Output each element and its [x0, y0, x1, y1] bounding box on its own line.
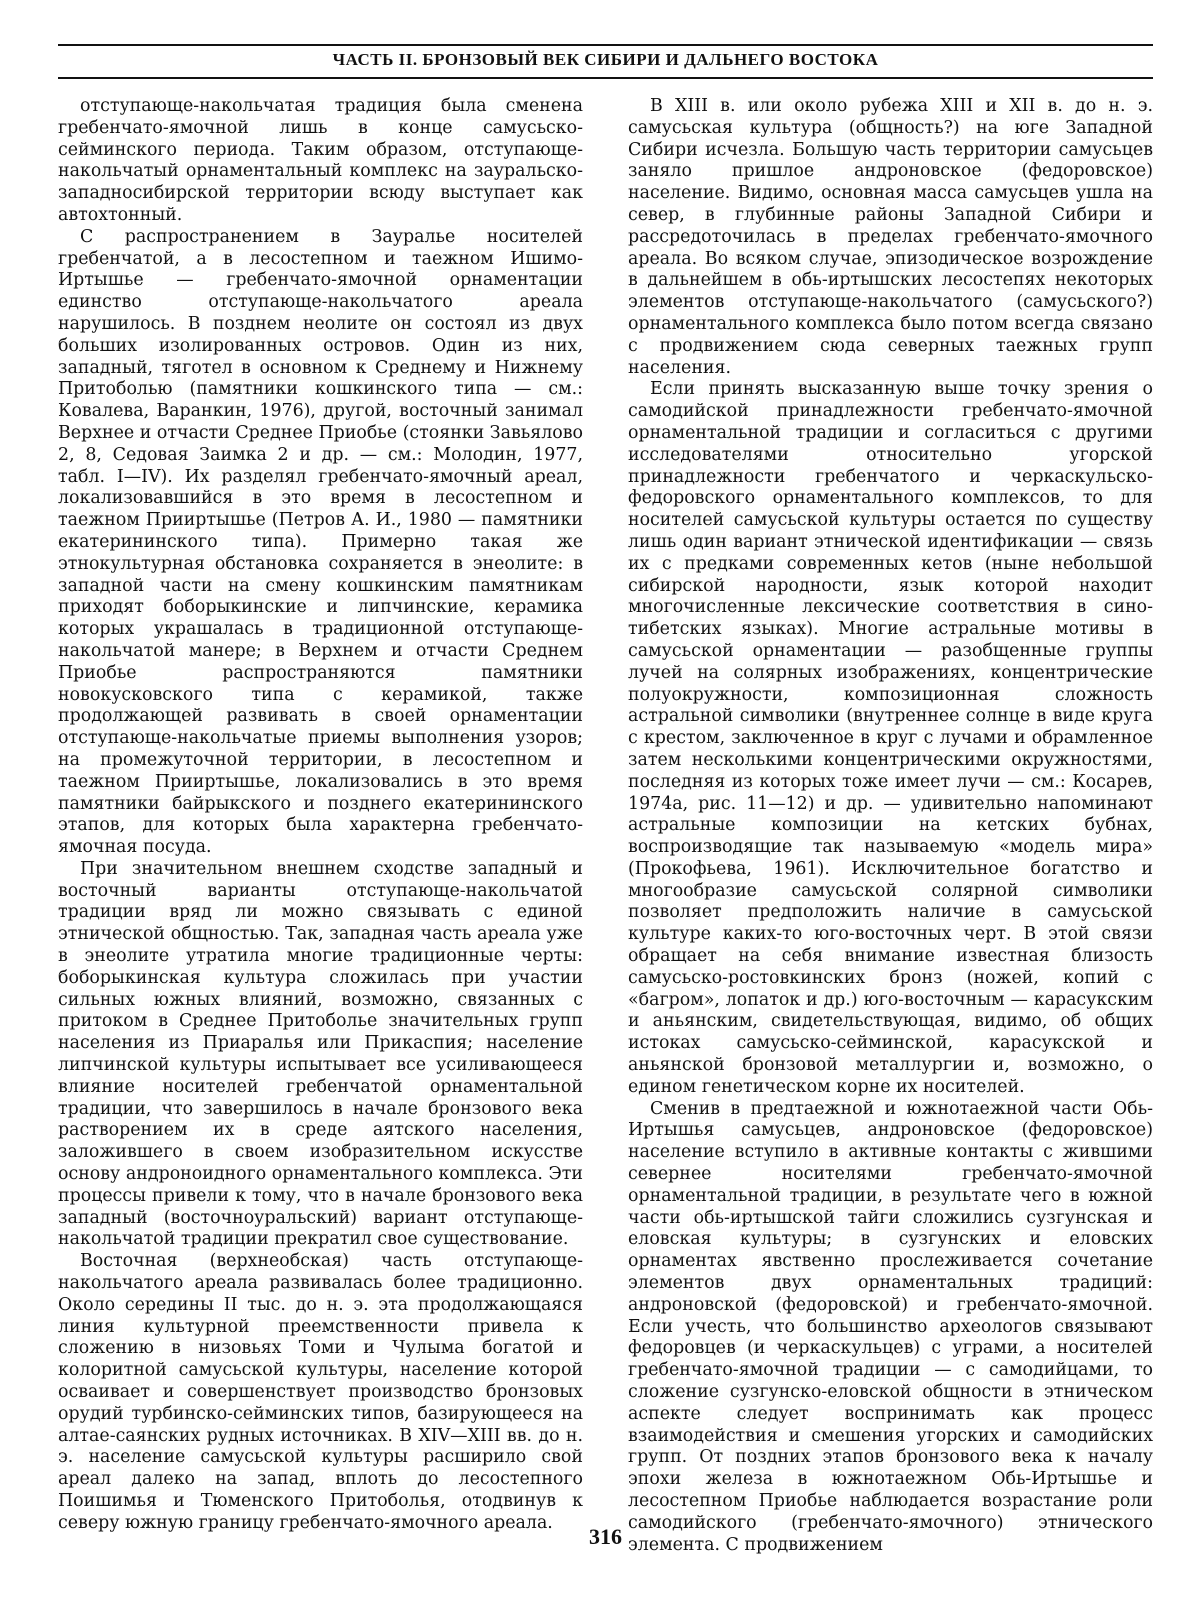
running-header: ЧАСТЬ II. БРОНЗОВЫЙ ВЕК СИБИРИ И ДАЛЬНЕГО ВОСТОКА: [332, 50, 879, 69]
left-column: [58, 96, 583, 1535]
header-rule-bottom: [58, 77, 1153, 79]
paragraph: Если принять высказанную выше точку зрения о самодийской принадлежности гребенчато-ямочной орнаментальной традиции и согласиться с другими исследователями относительно угорской принадлежности гребенчатого и черкаскульско-федоровского орнаментального комплексов, то для носителей самусьской культуры остается по существу лишь один вариант этнической идентификации — связь их с предками современных кетов (ныне небольшой сибирской народности, язык которой находит многочисленные лексические соответствия в сино-тибетских языках). Многие астральные мотивы в самусьской орнаментации — разобщенные группы лучей на солярных изображениях, концентрические полуокружности, композиционная сложность астральной символики (внутреннее солнце в виде круга с крестом, заключенное в круг с лучами и обрамленное затем несколькими концентрическими окружностями, последняя из которых тоже имеет лучи — см.: Косарев, 1974а, рис. 11—12) и др. — удивительно напоминают астральные композиции на кетских бубнах, воспроизводящие так называемую «модель мира» (Прокофьева, 1961). Исключительное богатство и многообразие самусьской солярной символики позволяет предположить наличие в самусьской культуре каких-то юго-восточных черт. В этой связи обращает на себя внимание известная близость самусьско-ростовкинских бронз (ножей, копий с «багром», лопаток и др.) юго-восточным — карасукским и аньянским, свидетельствующая, видимо, об общих истоках самусьско-сейминской, карасукской и аньянской бронзовой металлургии и, возможно, о едином генетическом корне их носителей.: [628, 379, 1153, 1097]
right-column: [628, 96, 1153, 1556]
paragraph: В XIII в. или около рубежа XIII и XII в. до н. э. самусьская культура (общность?) на юге Западной Сибири исчезла. Большую часть территории самусьцев заняло пришлое андроновское (федоровское) население. Видимо, основная масса самусьцев ушла на север, в глубинные районы Западной Сибири и рассредоточилась в пределах гребенчато-ямочного ареала. Во всяком случае, эпизодическое возрождение в дальнейшем в обь-иртышских лесостепях некоторых элементов отступающе-накольчатого (самусьского?) орнаментального комплекса было потом всегда связано с продвижением сюда северных таежных групп населения.: [628, 96, 1153, 378]
paragraph: Восточная (верхнеобская) часть отступающе-накольчатого ареала развивалась более традиционно. Около середины II тыс. до н. э. эта продолжающаяся линия культурной преемственности привела к сложению в низовьях Томи и Чулыма богатой и колоритной самусьской культуры, население которой осваивает и совершенствует производство бронзовых орудий турбинско-сейминских типов, базирующееся на алтае-саянских рудных источниках. В XIV—XIII вв. до н. э. население самусьской культуры расширило свой ареал далеко на запад, вплоть до лесостепного Поишимья и Тюменского Притоболья, отодвинув к северу южную границу гребенчато-ямочного ареала.: [58, 1251, 583, 1533]
document-page: [58, 44, 1153, 1604]
header-rule-top: [58, 44, 1153, 46]
page-number: 316: [589, 1524, 622, 1549]
paragraph: С распространением в Зауралье носителей гребенчатой, а в лесостепном и таежном Ишимо-Иртышье — гребенчато-ямочной орнаментации единство отступающе-накольчатого ареала нарушилось. В позднем неолите он состоял из двух больших изолированных островов. Один из них, западный, тяготел в основном к Среднему и Нижнему Притоболью (памятники кошкинского типа — см.: Ковалева, Варанкин, 1976), другой, восточный занимал Верхнее и отчасти Среднее Приобье (стоянки Завьялово 2, 8, Седовая Заимка 2 и др. — см.: Молодин, 1977, табл. I—IV). Их разделял гребенчато-ямочный ареал, локализовавшийся в это время в лесостепном и таежном Прииртышье (Петров А. И., 1980 — памятники екатерининского типа). Примерно такая же этнокультурная обстановка сохраняется в энеолите: в западной части на смену кошкинским памятникам приходят боборыкинские и липчинские, керамика которых украшалась в традиционной отступающе-накольчатой манере; в Верхнем и отчасти Среднем Приобье распространяются памятники новокусковского типа с керамикой, также продолжающей развивать в своей орнаментации отступающе-накольчатые приемы выполнения узоров; на промежуточной территории, в лесостепном и таежном Прииртышье, локализовались в это время памятники байрыкского и позднего екатерининского этапов, для которых была характерна гребенчато-ямочная посуда.: [58, 226, 583, 858]
paragraph: отступающе-накольчатая традиция была сменена гребенчато-ямочной лишь в конце самусьско-сейминского периода. Таким образом, отступающе-накольчатый орнаментальный комплекс на зауральско-западносибирской территории всюду выступает как автохтонный.: [58, 96, 583, 225]
paragraph: Сменив в предтаежной и южнотаежной части Обь-Иртышья самусьцев, андроновское (федоровское) население вступило в активные контакты с жившими севернее носителями гребенчато-ямочной орнаментальной традиции, в результате чего в южной части обь-иртышской тайги сложились сузгунская и еловская культуры; в сузгунских и еловских орнаментах явственно прослеживается сочетание элементов двух орнаментальных традиций: андроновской (федоровской) и гребенчато-ямочной. Если учесть, что большинство археологов связывают федоровцев (и черкаскульцев) с уграми, а носителей гребенчато-ямочной традиции — с самодийцами, то сложение сузгунско-еловской общности в этническом аспекте следует воспринимать как процесс взаимодействия и смешения угорских и самодийских групп. От поздних этапов бронзового века к началу эпохи железа в южнотаежном Обь-Иртышье и лесостепном Приобье наблюдается возрастание роли самодийского (гребенчато-ямочного) этнического элемента. С продвижением: [628, 1098, 1153, 1555]
paragraph: При значительном внешнем сходстве западный и восточный варианты отступающе-накольчатой традиции вряд ли можно связывать с единой этнической общностью. Так, западная часть ареала уже в энеолите утратила многие традиционные черты: боборыкинская культура сложилась при участии сильных южных влияний, возможно, связанных с притоком в Среднее Притоболье значительных групп населения из Приаралья или Прикаспия; население липчинской культуры испытывает все усиливающееся влияние носителей гребенчатой орнаментальной традиции, что завершилось в начале бронзового века растворением их в среде аятского населения, заложившего в своем изобразительном искусстве основу андроноидного орнаментального комплекса. Эти процессы привели к тому, что в начале бронзового века западный (восточноуральский) вариант отступающе-накольчатой традиции прекратил свое существование.: [58, 858, 583, 1250]
